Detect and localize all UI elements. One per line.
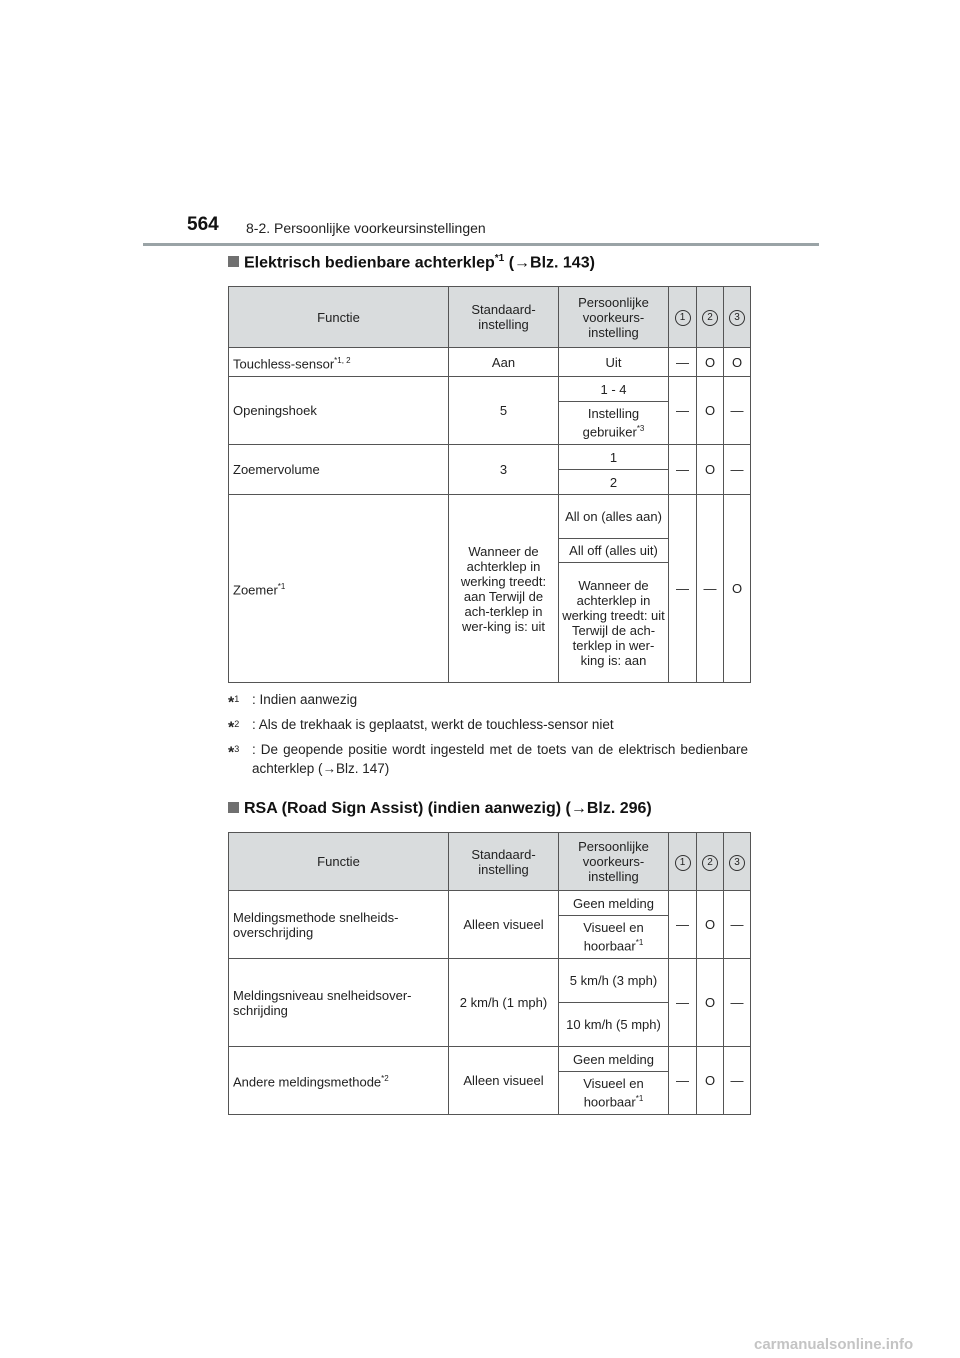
header-default: Standaard-instelling — [449, 287, 559, 348]
footnote-text: : Indien aanwezig — [252, 692, 358, 707]
settings-table-rsa — [228, 832, 751, 1115]
table-row — [229, 959, 751, 1003]
cell-default: Alleen visueel — [449, 1047, 559, 1115]
heading-page-ref: (→Blz. 143) — [508, 254, 595, 272]
footnote-ref: *3 — [636, 424, 645, 434]
table-row — [229, 348, 751, 377]
cell-default: 5 — [449, 377, 559, 445]
cell-custom: Instelling gebruiker$^{*3}$ — [559, 402, 669, 445]
cell-mode-1: — — [669, 891, 697, 959]
cell-function: Touchless-sensor$^{*1, 2}$ — [229, 348, 449, 377]
page-number: 564 — [187, 214, 219, 235]
circled-number-icon: 2 — [702, 310, 718, 326]
cell-mode-3: — — [724, 891, 751, 959]
cell-mode-2: — — [697, 495, 724, 683]
cell-function: Meldingsniveau snelheidsover-schrijding — [229, 959, 449, 1047]
table-header-row — [229, 287, 751, 348]
cell-function: Zoemer$^{*1}$ — [229, 495, 449, 683]
cell-custom: All off (alles uit) — [559, 539, 669, 563]
cell-mode-1: — — [669, 495, 697, 683]
circled-number-icon: 3 — [729, 855, 745, 871]
heading-power-back-door — [228, 253, 595, 272]
cell-default: Aan — [449, 348, 559, 377]
cell-mode-3: — — [724, 1047, 751, 1115]
cell-mode-2: O — [697, 377, 724, 445]
cell-default: 2 km/h (1 mph) — [449, 959, 559, 1047]
cell-custom: Wanneer de achterklep in werking treedt: uit Terwijl de ach-terklep in wer-king is: aan — [559, 563, 669, 683]
header-col-2 — [697, 287, 724, 348]
header-col-3 — [724, 833, 751, 891]
footnote-ref: *1 — [635, 938, 644, 948]
cell-mode-3: — — [724, 959, 751, 1047]
cell-custom: 10 km/h (5 mph) — [559, 1003, 669, 1047]
cell-mode-2: O — [697, 348, 724, 377]
footnote-marker: *$^3$ — [228, 744, 240, 762]
footnote-item — [228, 715, 748, 737]
cell-mode-1: — — [669, 377, 697, 445]
cell-mode-3: O — [724, 348, 751, 377]
footnote-ref: *1 — [635, 1094, 644, 1104]
header-col-1 — [669, 287, 697, 348]
cell-custom: Visueel en hoorbaar$^{*1}$ — [559, 916, 669, 959]
heading-road-sign-assist — [228, 800, 652, 818]
watermark: carmanualsonline.info — [754, 1336, 914, 1353]
table-row — [229, 377, 751, 402]
cell-mode-2: O — [697, 891, 724, 959]
cell-mode-2: O — [697, 1047, 724, 1115]
square-bullet-icon — [228, 802, 239, 813]
cell-custom: 2 — [559, 470, 669, 495]
cell-mode-3: — — [724, 445, 751, 495]
table-row — [229, 445, 751, 470]
table-row — [229, 1047, 751, 1072]
cell-mode-1: — — [669, 445, 697, 495]
cell-mode-1: — — [669, 348, 697, 377]
circled-number-icon: 1 — [675, 310, 691, 326]
cell-default: Alleen visueel — [449, 891, 559, 959]
header-function: Functie — [229, 833, 449, 891]
cell-function: Zoemervolume — [229, 445, 449, 495]
table-row — [229, 891, 751, 916]
section-label: 8-2. Persoonlijke voorkeursinstellingen — [246, 220, 486, 236]
cell-custom: All on (alles aan) — [559, 495, 669, 539]
cell-function: Meldingsmethode snelheids-overschrijding — [229, 891, 449, 959]
settings-table-back-door — [228, 286, 751, 683]
header-col-3 — [724, 287, 751, 348]
circled-number-icon: 3 — [729, 310, 745, 326]
cell-custom: Visueel en hoorbaar$^{*1}$ — [559, 1072, 669, 1115]
cell-mode-2: O — [697, 445, 724, 495]
footnote-marker: *$^2$ — [228, 719, 240, 737]
cell-custom: 1 — [559, 445, 669, 470]
footnote-item — [228, 740, 748, 778]
header-custom: Persoonlijke voorkeurs-instelling — [559, 833, 669, 891]
footnote-ref: *1, 2 — [334, 355, 351, 365]
heading-title: Elektrisch bedienbare achterklep — [244, 254, 495, 272]
circled-number-icon: 2 — [702, 855, 718, 871]
heading-title: RSA (Road Sign Assist) (indien aanwezig) — [244, 800, 562, 817]
header-custom: Persoonlijke voorkeurs-instelling — [559, 287, 669, 348]
footnotes — [228, 690, 748, 784]
cell-mode-1: — — [669, 1047, 697, 1115]
cell-mode-2: O — [697, 959, 724, 1047]
cell-mode-3: — — [724, 377, 751, 445]
cell-custom: 5 km/h (3 mph) — [559, 959, 669, 1003]
table-row — [229, 495, 751, 539]
cell-custom: Geen melding — [559, 1047, 669, 1072]
header-default: Standaard-instelling — [449, 833, 559, 891]
footnote-marker: *$^1$ — [228, 694, 240, 712]
cell-mode-1: — — [669, 959, 697, 1047]
heading-page-ref: (→Blz. 296) — [565, 800, 652, 817]
cell-default: Wanneer de achterklep in werking treedt: aan Terwijl de ach-terklep in wer-king is: uit — [449, 495, 559, 683]
cell-mode-3: O — [724, 495, 751, 683]
table-header-row — [229, 833, 751, 891]
heading-footnote-ref: *1 — [494, 253, 505, 264]
header-divider — [143, 243, 819, 246]
cell-function: Openingshoek — [229, 377, 449, 445]
header-col-1 — [669, 833, 697, 891]
cell-custom: 1 - 4 — [559, 377, 669, 402]
cell-custom: Uit — [559, 348, 669, 377]
footnote-ref: *1 — [277, 582, 286, 592]
cell-custom: Geen melding — [559, 891, 669, 916]
footnote-text: : De geopende positie wordt ingesteld met de toets van de elektrisch bedienbare achterklep (→Blz. 147) — [252, 742, 748, 776]
footnote-ref: *2 — [381, 1074, 389, 1084]
cell-function: Andere meldingsmethode$^{*2}$ — [229, 1047, 449, 1115]
header-col-2 — [697, 833, 724, 891]
footnote-text: : Als de trekhaak is geplaatst, werkt de touchless-sensor niet — [252, 717, 614, 732]
header-function: Functie — [229, 287, 449, 348]
cell-default: 3 — [449, 445, 559, 495]
footnote-item — [228, 690, 748, 712]
circled-number-icon: 1 — [675, 855, 691, 871]
square-bullet-icon — [228, 256, 239, 267]
